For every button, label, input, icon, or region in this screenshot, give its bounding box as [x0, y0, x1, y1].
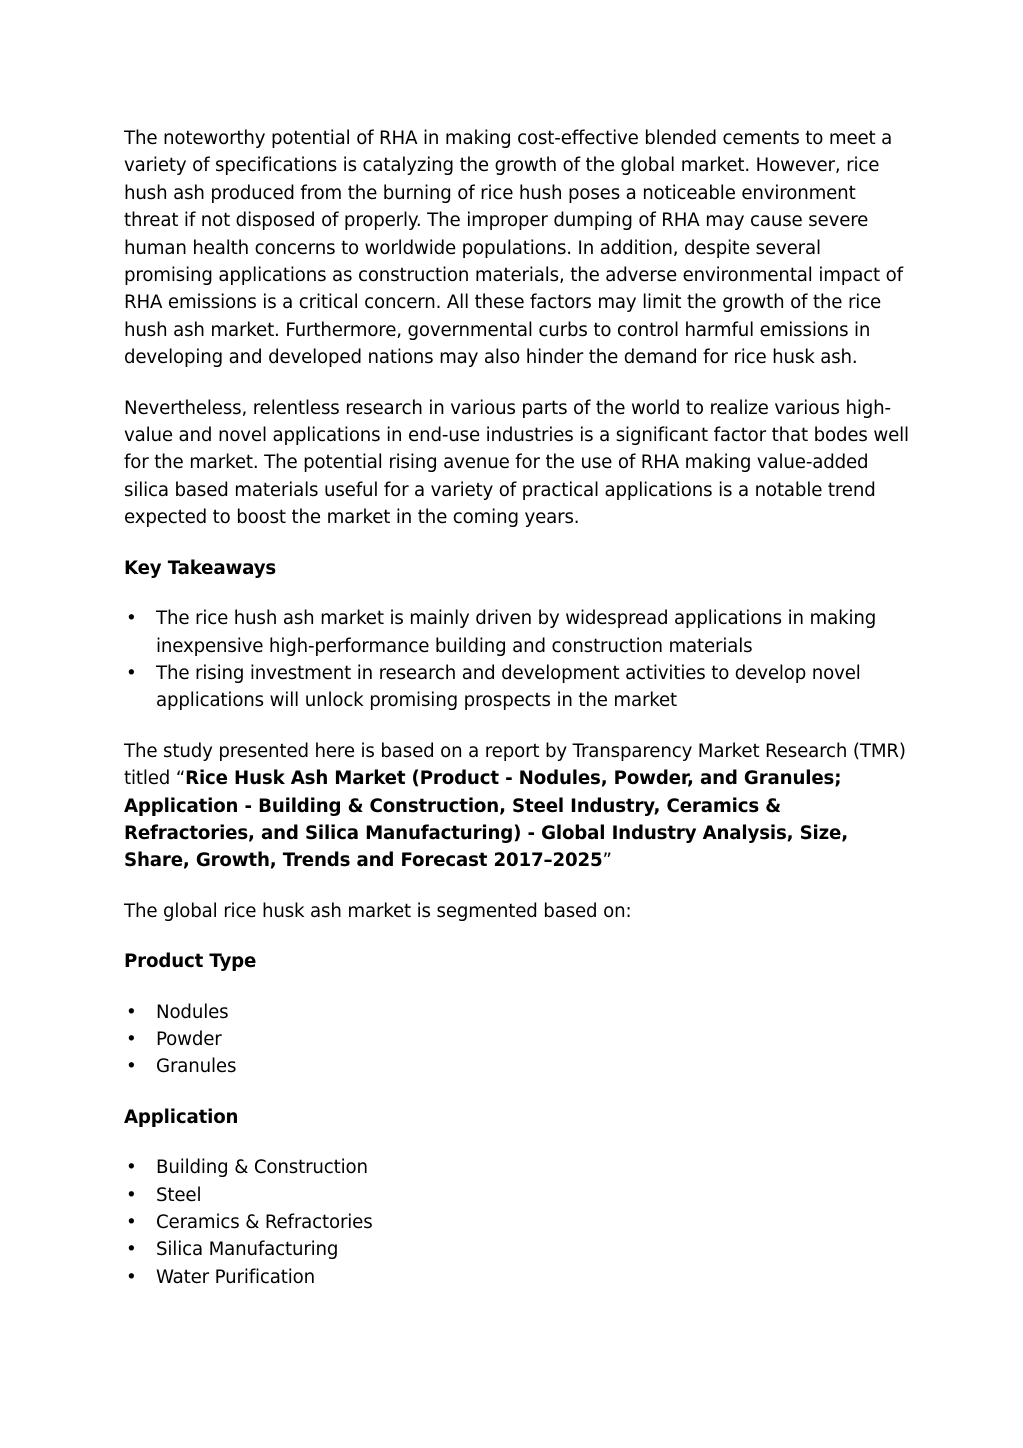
- list-item: [124, 605, 914, 660]
- list-item-text: Steel: [156, 1184, 202, 1206]
- list-item: [124, 1026, 914, 1053]
- list-item-text: Water Purification: [156, 1266, 315, 1288]
- bullet-icon: •: [126, 1157, 137, 1179]
- bullet-icon: •: [126, 1266, 137, 1288]
- bullet-icon: •: [126, 1028, 137, 1050]
- list-item: [124, 1209, 914, 1236]
- list-item-text: Granules: [156, 1056, 237, 1078]
- list-item: [124, 999, 914, 1026]
- application-list: [124, 1154, 914, 1291]
- heading-key-takeaways: Key Takeaways: [124, 557, 277, 579]
- list-item: [124, 660, 914, 715]
- list-item-text: Powder: [156, 1028, 222, 1050]
- list-item-text: Nodules: [156, 1001, 229, 1023]
- report-title: Rice Husk Ash Market (Product - Nodules, Powder, and Granules; Application - Building & Construction, Steel Industry, Ceramics & Refractories, and Silica Manufacturing) - Global Industry Analysis, Size, Share, Growth, Trends and Forecast 2017–2025: [124, 768, 849, 872]
- paragraph-research: Nevertheless, relentless research in various parts of the world to realize various high-value and novel applications in end-use industries is a significant factor that bodes well for the market. The potential rising avenue for the use of RHA making value-added silica based materials useful for a variety of practical applications is a notable trend expected to boost the market in the coming years.: [124, 397, 909, 529]
- study-outro: ”: [602, 850, 612, 872]
- bullet-icon: •: [126, 1184, 137, 1206]
- product-type-list: [124, 999, 914, 1081]
- heading-application: Application: [124, 1106, 239, 1128]
- list-item: [124, 1154, 914, 1181]
- bullet-icon: •: [126, 1001, 137, 1023]
- list-item: [124, 1182, 914, 1209]
- bullet-icon: •: [126, 662, 137, 684]
- bullet-icon: •: [126, 608, 137, 630]
- bullet-icon: •: [126, 1212, 137, 1233]
- heading-product-type: Product Type: [124, 951, 257, 973]
- paragraph-intro: The noteworthy potential of RHA in making cost-effective blended cements to meet a variety of specifications is catalyzing the growth of the global market. However, rice hush ash produced from the burning of rice hush poses a noticeable environment threat if not disposed of properly. The improper dumping of RHA may cause severe human health concerns to worldwide populations. In addition, despite several promising applications as construction materials, the adverse environmental impact of RHA emissions is a critical concern. All these factors may limit the growth of the rice hush ash market. Furthermore, governmental curbs to control harmful emissions in developing and developed nations may also hinder the demand for rice husk ash.: [124, 128, 903, 369]
- paragraph-segmented: The global rice husk ash market is segmented based on:: [124, 900, 632, 922]
- list-item-text: The rising investment in research and development activities to develop novel applications will unlock promising prospects in the market: [156, 662, 861, 712]
- paragraph-study: [124, 738, 914, 875]
- list-item-text: The rice hush ash market is mainly driven by widespread applications in making inexpensive high-performance building and construction materials: [156, 608, 877, 657]
- list-item-text: Building & Construction: [156, 1157, 368, 1179]
- bullet-icon: •: [126, 1056, 137, 1078]
- list-item: [124, 1053, 914, 1080]
- document-page: [124, 125, 914, 1314]
- list-item-text: Silica Manufacturing: [156, 1239, 339, 1261]
- study-intro: The study presented here is based on a report by Transparency Market Research (TMR) titled “: [124, 740, 906, 790]
- list-item-text: Ceramics & Refractories: [156, 1212, 373, 1233]
- list-item: [124, 1264, 914, 1291]
- key-takeaways-list: [124, 605, 914, 715]
- list-item: [124, 1236, 914, 1263]
- bullet-icon: •: [126, 1239, 137, 1261]
